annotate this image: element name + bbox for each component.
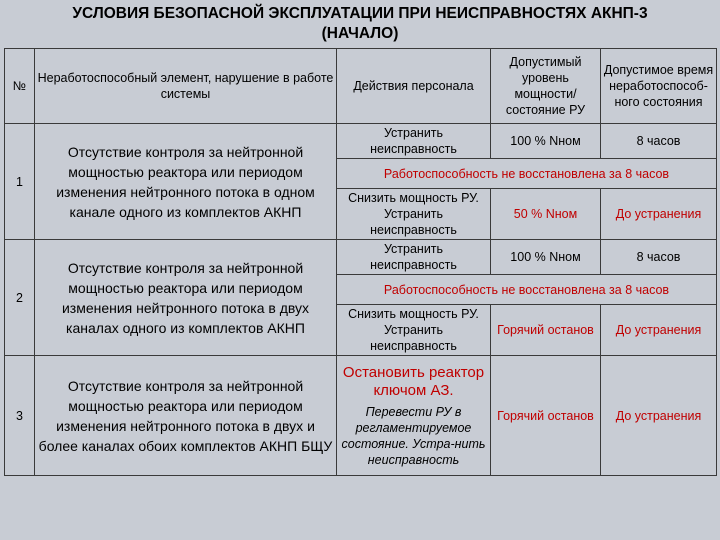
header-power: Допустимый уровень мощности/ состояние РУ: [491, 49, 601, 124]
action-cell: Устранить неисправность: [337, 124, 491, 159]
header-actions: Действия персонала: [337, 49, 491, 124]
action-sub: Перевести РУ в регламентируемое состояние. Устра-нить неисправность: [341, 404, 486, 467]
action-cell: Устранить неисправность: [337, 240, 491, 275]
element-description: Отсутствие контроля за нейтронной мощностью реактора или периодом изменения нейтронного потока в двух и более каналах обоих комплектов АКНП БЩУ: [35, 356, 337, 476]
time-cell: До устранения: [601, 189, 717, 240]
table-row: [5, 240, 717, 275]
action-cell: Снизить мощность РУ. Устранить неисправность: [337, 189, 491, 240]
element-description: Отсутствие контроля за нейтронной мощностью реактора или периодом изменения нейтронного потока в двух каналах одного из комплектов АКНП: [35, 240, 337, 356]
page-title: [0, 4, 720, 44]
time-cell: До устранения: [601, 305, 717, 356]
power-cell: 50 % Nном: [491, 189, 601, 240]
action-main: Остановить реактор ключом АЗ.: [342, 363, 485, 399]
header-num: №: [5, 49, 35, 124]
row-number: 1: [5, 124, 35, 240]
table-header-row: [5, 49, 717, 124]
power-cell: 100 % Nном: [491, 124, 601, 159]
time-cell: 8 часов: [601, 240, 717, 275]
power-cell: 100 % Nном: [491, 240, 601, 275]
warning-cell: Работоспособность не восстановлена за 8 часов: [337, 275, 717, 305]
power-cell: Горячий останов: [491, 305, 601, 356]
header-time: Допустимое время неработоспособ-ного состояния: [601, 49, 717, 124]
row-number: 3: [5, 356, 35, 476]
header-element: Неработоспособный элемент, нарушение в работе системы: [35, 49, 337, 124]
title-line-1: УСЛОВИЯ БЕЗОПАСНОЙ ЭКСПЛУАТАЦИИ ПРИ НЕИСПРАВНОСТЯХ АКНП-3: [72, 5, 648, 22]
element-description: Отсутствие контроля за нейтронной мощностью реактора или периодом изменения нейтронного потока в одном канале одного из комплектов АКНП: [35, 124, 337, 240]
warning-cell: Работоспособность не восстановлена за 8 часов: [337, 159, 717, 189]
conditions-table: [4, 48, 717, 476]
title-line-2: (НАЧАЛО): [321, 25, 399, 42]
table-row: [5, 124, 717, 159]
power-cell: Горячий останов: [491, 356, 601, 476]
time-cell: 8 часов: [601, 124, 717, 159]
action-cell: [337, 356, 491, 476]
row-number: 2: [5, 240, 35, 356]
time-cell: До устранения: [601, 356, 717, 476]
table-row: [5, 356, 717, 476]
action-cell: Снизить мощность РУ. Устранить неисправность: [337, 305, 491, 356]
